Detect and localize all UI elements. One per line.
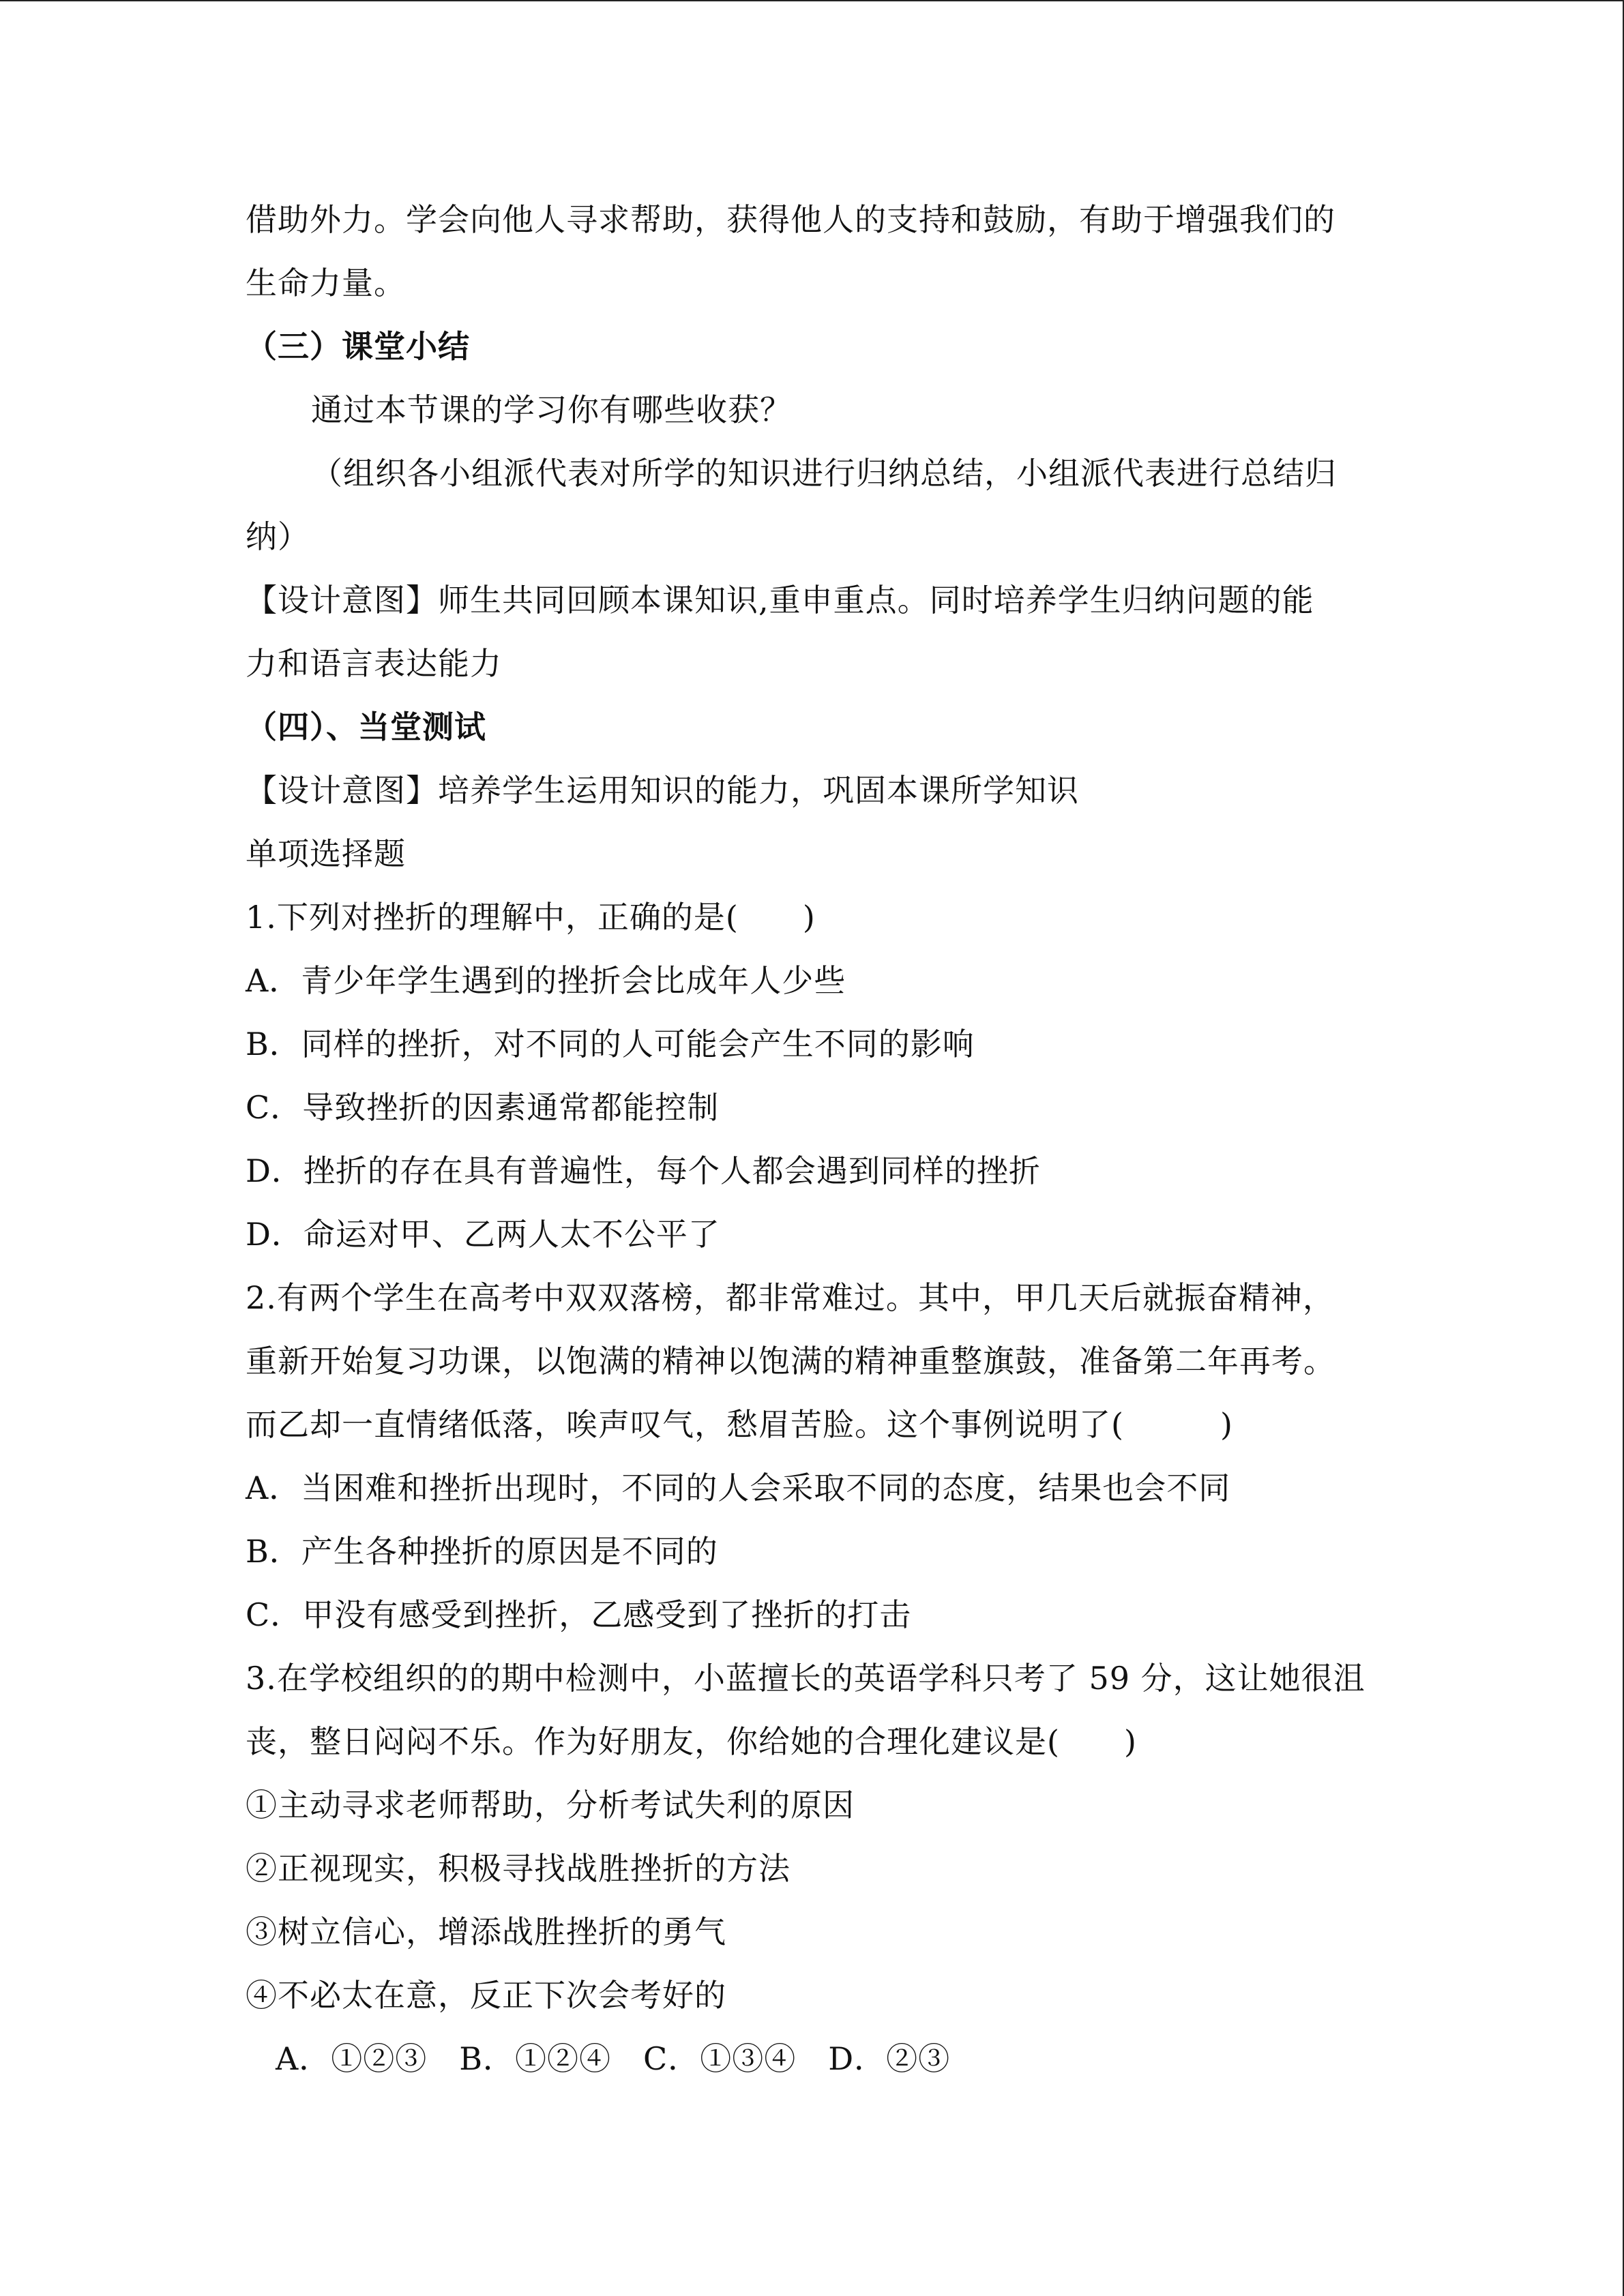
question-3-stem: 丧，整日闷闷不乐。作为好朋友，你给她的合理化建议是( ) xyxy=(246,1723,1137,1760)
question-3-statement-1: ①主动寻求老师帮助，分析考试失利的原因 xyxy=(246,1787,855,1823)
question-1-option-d-extra: D．命运对甲、乙两人太不公平了 xyxy=(246,1216,720,1253)
question-1-option-d: D．挫折的存在具有普遍性，每个人都会遇到同样的挫折 xyxy=(246,1152,1041,1189)
design-intent-line: 【设计意图】培养学生运用知识的能力，巩固本课所学知识 xyxy=(246,772,1079,809)
question-3-stem: 3.在学校组织的的期中检测中，小蓝擅长的英语学科只考了 59 分，这让她很沮 xyxy=(246,1660,1365,1697)
body-text-line: 生命力量。 xyxy=(246,265,406,301)
question-2-stem: 而乙却一直情绪低落，唉声叹气，愁眉苦脸。这个事例说明了( ) xyxy=(246,1406,1233,1443)
question-1-option-a: A．青少年学生遇到的挫折会比成年人少些 xyxy=(246,962,846,999)
body-text-line: 通过本节课的学习你有哪些收获？ xyxy=(311,391,792,428)
question-1-option-c: C．导致挫折的因素通常都能控制 xyxy=(246,1089,720,1126)
question-2-stem: 2.有两个学生在高考中双双落榜，都非常难过。其中，甲几天后就振奋精神， xyxy=(246,1279,1335,1316)
question-2-option-c: C．甲没有感受到挫折，乙感受到了挫折的打击 xyxy=(246,1596,912,1633)
question-1-stem: 1.下列对挫折的理解中，正确的是( ) xyxy=(246,899,816,936)
section-heading-summary: （三）课堂小结 xyxy=(246,328,470,365)
design-intent-line: 力和语言表达能力 xyxy=(246,645,502,682)
question-3-statement-4: ④不必太在意，反正下次会考好的 xyxy=(246,1977,726,2014)
body-text-line: 纳） xyxy=(246,518,310,555)
question-2-option-b: B．产生各种挫折的原因是不同的 xyxy=(246,1533,718,1570)
body-text-line: 借助外力。学会向他人寻求帮助，获得他人的支持和鼓励，有助于增强我们的 xyxy=(246,201,1335,238)
body-text-line: （组织各小组派代表对所学的知识进行归纳总结，小组派代表进行总结归 xyxy=(311,455,1337,492)
question-3-statement-3: ③树立信心，增添战胜挫折的勇气 xyxy=(246,1913,726,1950)
design-intent-line: 【设计意图】师生共同回顾本课知识,重申重点。同时培养学生归纳问题的能 xyxy=(246,582,1314,618)
question-type-label: 单项选择题 xyxy=(246,835,406,872)
question-3-options: A．①②③ B．①②④ C．①③④ D．②③ xyxy=(276,2040,951,2077)
question-1-option-b: B．同样的挫折，对不同的人可能会产生不同的影响 xyxy=(246,1026,975,1062)
question-2-option-a: A．当困难和挫折出现时，不同的人会采取不同的态度，结果也会不同 xyxy=(246,1470,1231,1506)
question-3-statement-2: ②正视现实，积极寻找战胜挫折的方法 xyxy=(246,1850,791,1887)
question-2-stem: 重新开始复习功课，以饱满的精神以饱满的精神重整旗鼓，准备第二年再考。 xyxy=(246,1343,1335,1380)
section-heading-test: （四）、当堂测试 xyxy=(246,709,486,745)
